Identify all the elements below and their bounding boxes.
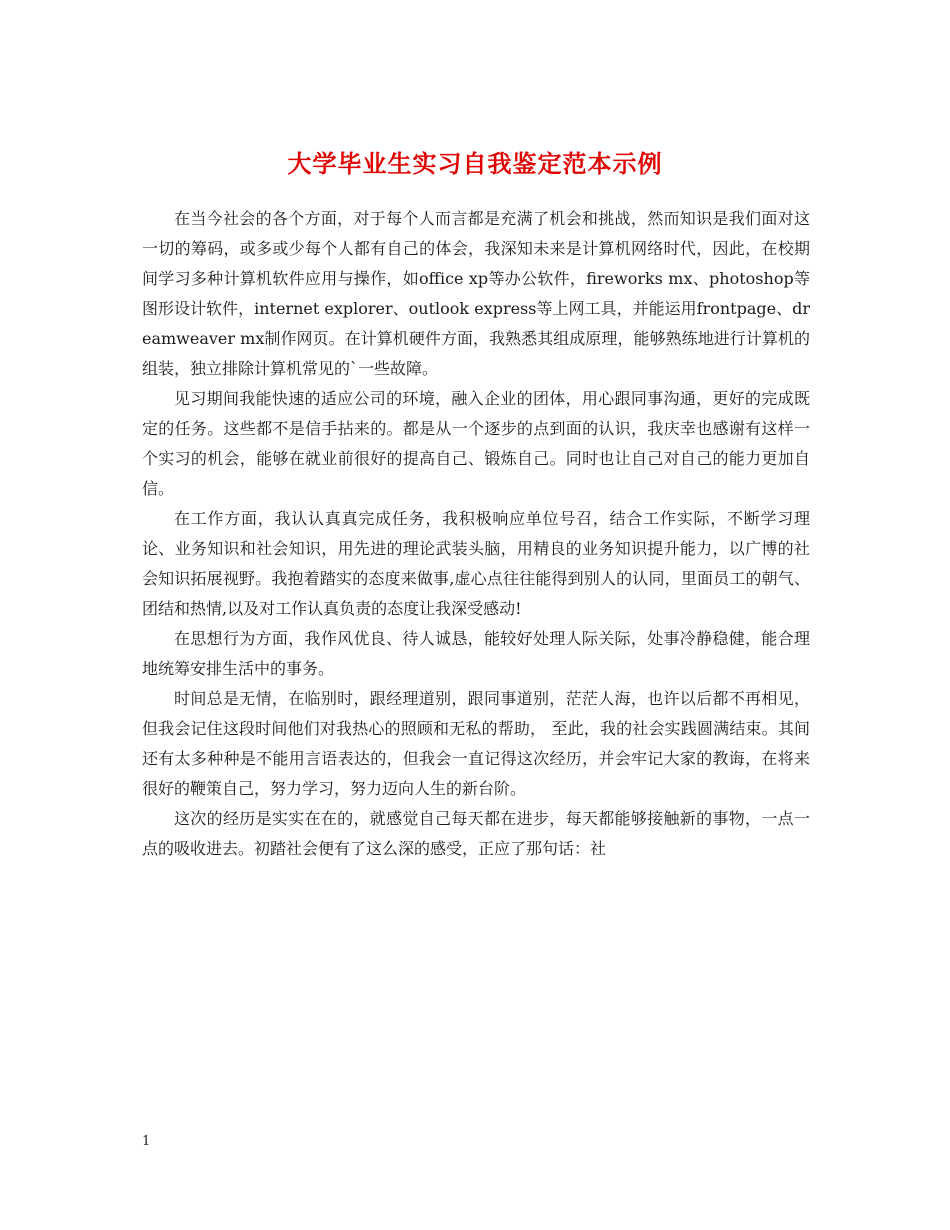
- paragraph-1: 在当今社会的各个方面，对于每个人而言都是充满了机会和挑战，然而知识是我们面对这一切的筹码，或多或少每个人都有自己的体会，我深知未来是计算机网络时代，因此，在校期间学习多种计算机软件应用与操作，如office xp等办公软件，fireworks mx、photoshop等图形设计软件，internet explorer、outlook express等上网工具，并能运用frontpage、dreamweaver mx制作网页。在计算机硬件方面，我熟悉其组成原理，能够熟练地进行计算机的组装，独立排除计算机常见的`一些故障。: [142, 209, 810, 378]
- paragraph-4: 在思想行为方面，我作风优良、待人诚恳，能较好处理人际关际，处事冷静稳健，能合理地统筹安排生活中的事务。: [142, 629, 810, 678]
- document-body: [142, 204, 810, 864]
- document-title: 大学毕业生实习自我鉴定范本示例: [287, 149, 663, 179]
- page-number: 1: [142, 1134, 151, 1149]
- paragraph-2: 见习期间我能快速的适应公司的环境，融入企业的团体，用心跟同事沟通，更好的完成既定的任务。这些都不是信手拈来的。都是从一个逐步的点到面的认识，我庆幸也感谢有这样一个实习的机会，能够在就业前很好的提高自己、锻炼自己。同时也让自己对自己的能力更加自信。: [142, 389, 810, 498]
- paragraph-5: 时间总是无情，在临别时，跟经理道别，跟同事道别，茫茫人海，也许以后都不再相见，但我会记住这段时间他们对我热心的照顾和无私的帮助， 至此，我的社会实践圆满结束。其间还有太多种种是不能用言语表达的，但我会一直记得这次经历，并会牢记大家的教诲，在将来很好的鞭策自己，努力学习，努力迈向人生的新台阶。: [142, 689, 810, 798]
- paragraph-3: 在工作方面，我认认真真完成任务，我积极响应单位号召，结合工作实际，不断学习理论、业务知识和社会知识，用先进的理论武装头脑，用精良的业务知识提升能力，以广博的社会知识拓展视野。我抱着踏实的态度来做事,虚心点往往能得到别人的认同，里面员工的朝气、团结和热情,以及对工作认真负责的态度让我深受感动!: [142, 509, 810, 618]
- paragraph-6: 这次的经历是实实在在的，就感觉自己每天都在进步，每天都能够接触新的事物，一点一点的吸收进去。初踏社会便有了这么深的感受，正应了那句话：社: [142, 809, 810, 858]
